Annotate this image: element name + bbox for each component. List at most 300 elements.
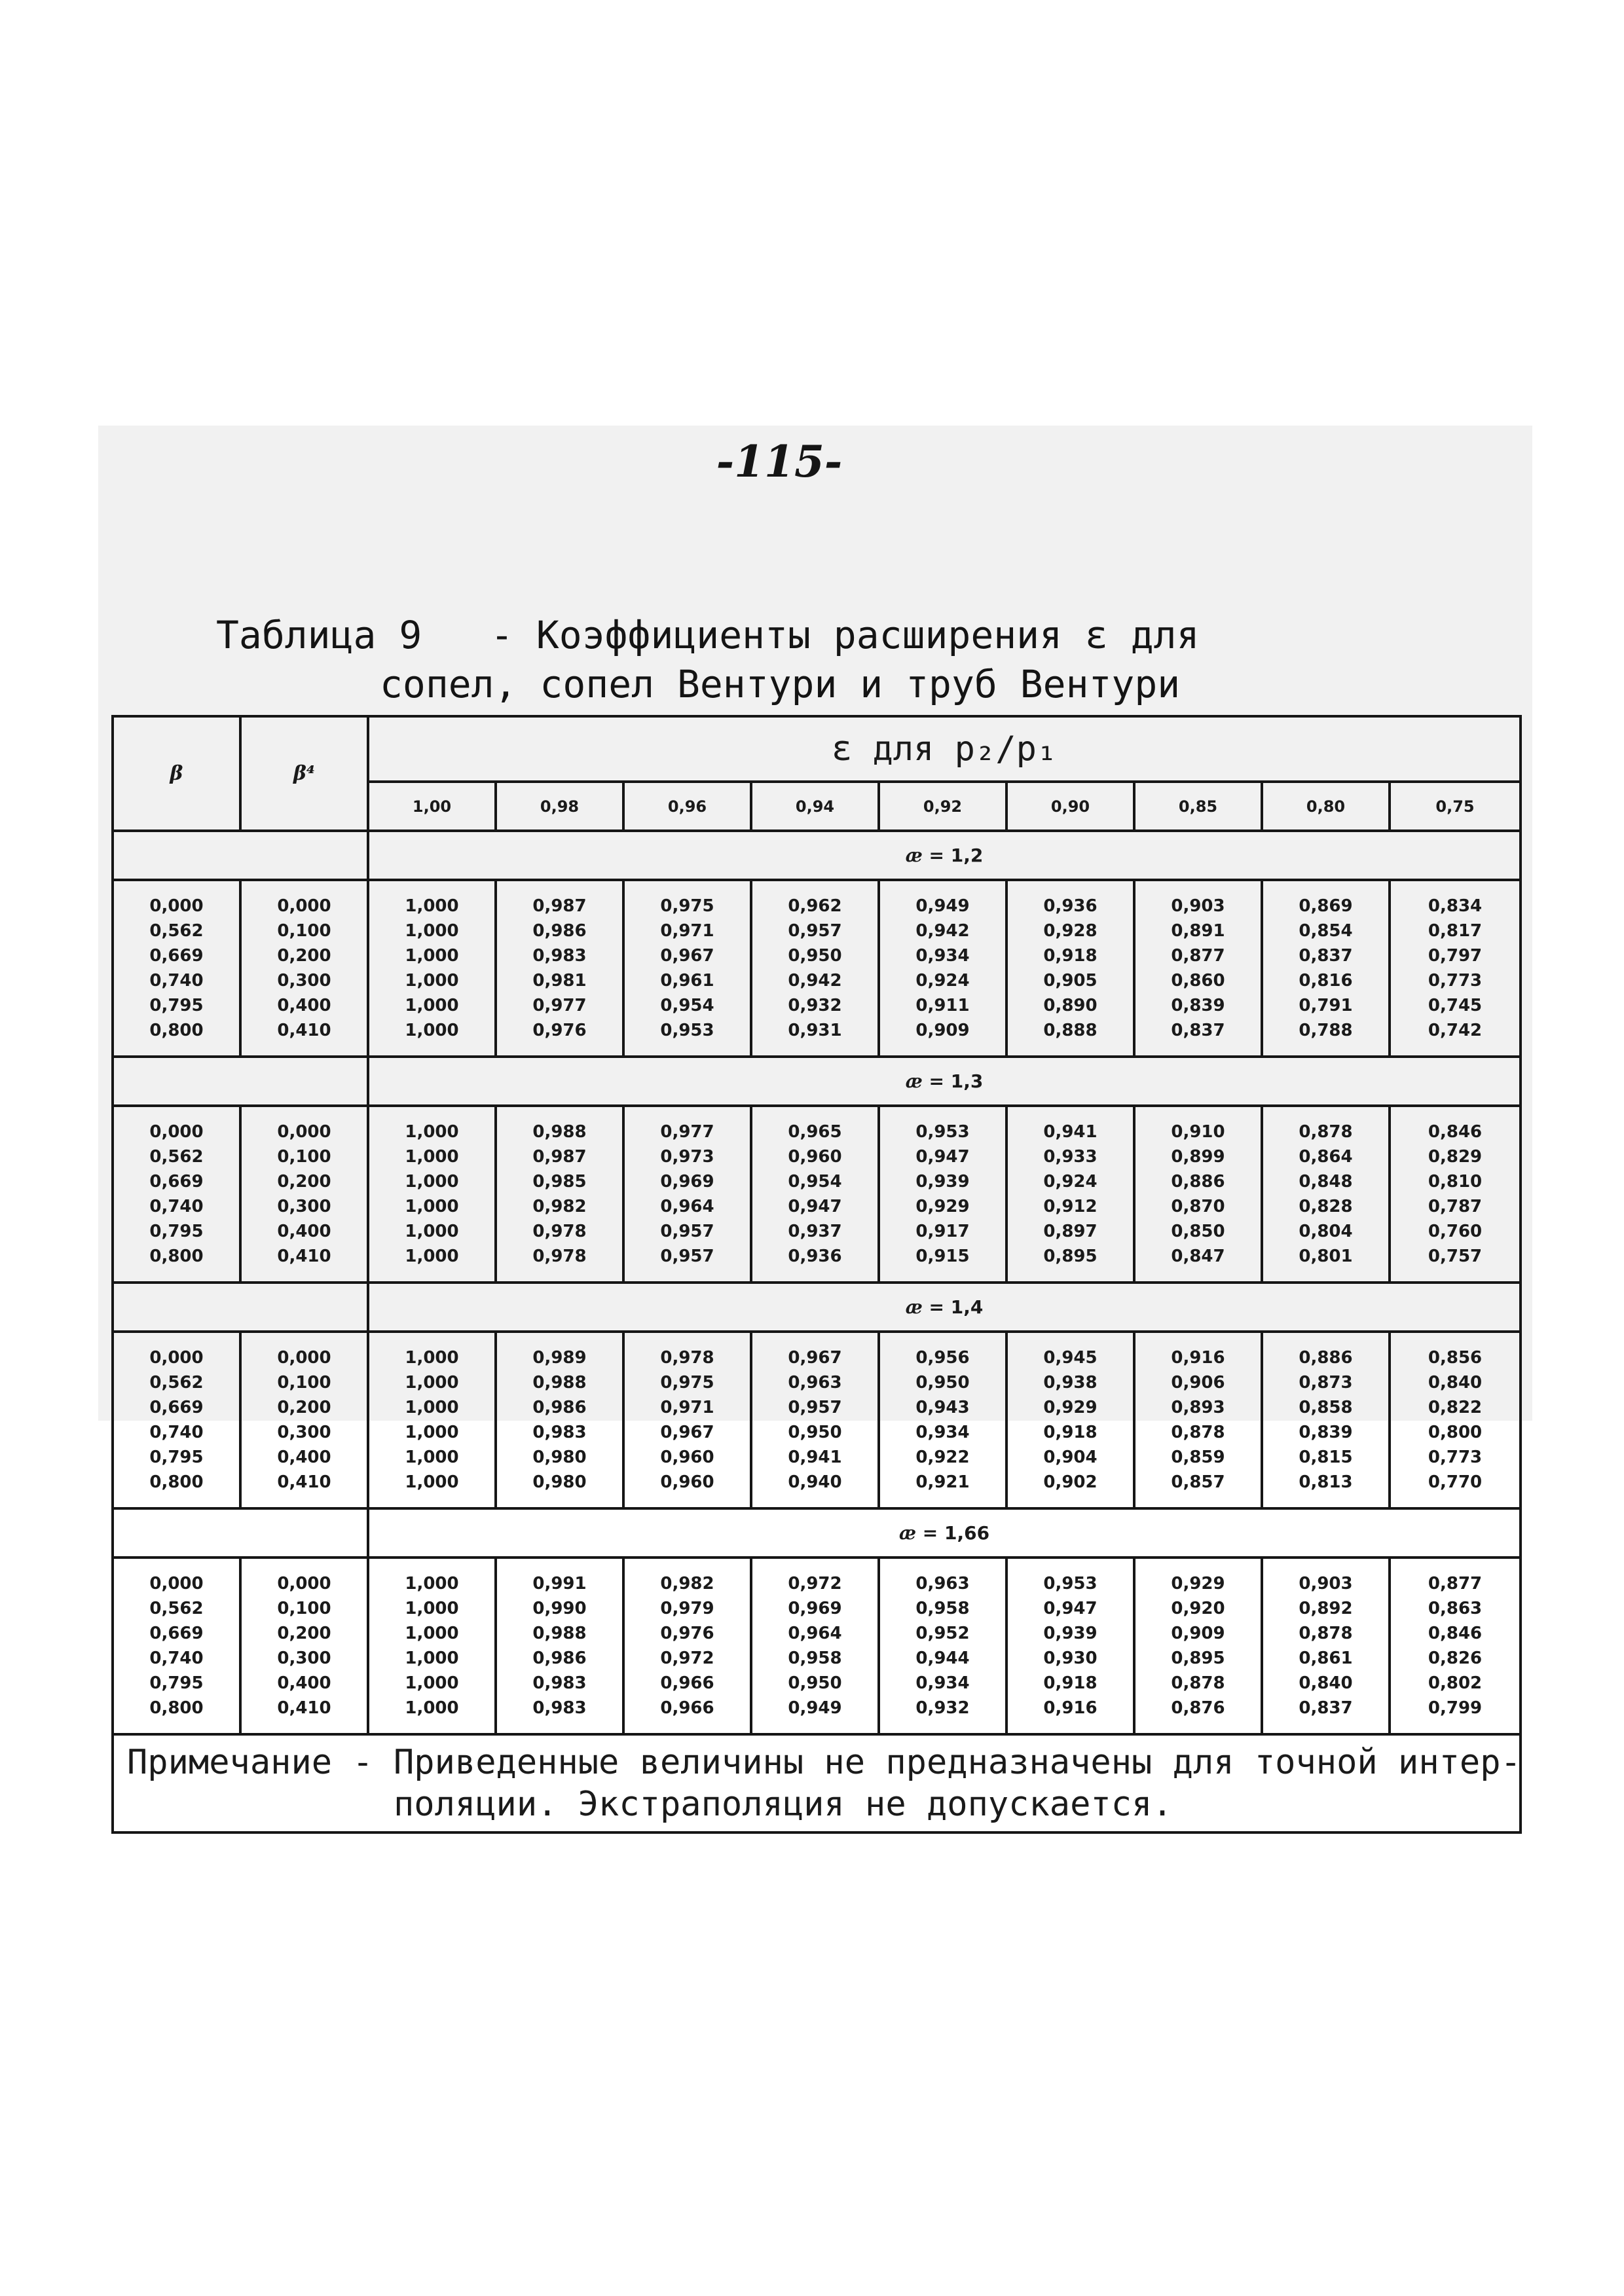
table-note-line-2: поляции. Экстраполяция не допускается. [127, 1785, 1173, 1824]
table-value: 0,669 [149, 1172, 204, 1192]
table-value: 0,000 [149, 896, 204, 916]
table-value: 1,000 [405, 1147, 459, 1167]
table-value: 0,839 [1171, 996, 1225, 1015]
table-value: 0,947 [915, 1147, 970, 1167]
kappa-group-label [368, 1508, 1521, 1558]
table-value: 0,976 [532, 1021, 587, 1040]
table-value: 0,976 [660, 1624, 714, 1643]
table-value: 0,967 [660, 946, 714, 966]
epsilon-pressure-ratio-header: ε для p₂/p₁ [368, 716, 1521, 782]
table-value: 0,903 [1171, 896, 1225, 916]
table-value: 0,929 [915, 1197, 970, 1216]
table-value: 0,958 [915, 1599, 970, 1618]
table-value: 0,773 [1428, 1448, 1483, 1467]
table-value: 0,300 [277, 1649, 331, 1668]
epsilon-values-cell [1134, 1332, 1262, 1508]
table-value: 0,810 [1428, 1172, 1483, 1192]
epsilon-values-cell [368, 880, 496, 1057]
table-value: 0,988 [532, 1122, 587, 1142]
table-value: 0,300 [277, 971, 331, 991]
table-value: 0,933 [1043, 1147, 1098, 1167]
table-value: 0,977 [660, 1122, 714, 1142]
table-value: 0,897 [1043, 1222, 1098, 1241]
beta4-values-cell [240, 1332, 368, 1508]
epsilon-values-cell [623, 1106, 751, 1283]
beta4-values-cell [240, 1106, 368, 1283]
table-value: 0,921 [915, 1472, 970, 1492]
group-blank-cell [113, 1508, 368, 1558]
table-value: 0,950 [915, 1373, 970, 1393]
epsilon-values-cell [623, 1332, 751, 1508]
table-value: 0,400 [277, 996, 331, 1015]
table-value: 0,915 [915, 1247, 970, 1266]
table-value: 0,200 [277, 946, 331, 966]
table-value: 0,918 [1043, 1673, 1098, 1693]
table-value: 0,857 [1171, 1472, 1225, 1492]
table-value: 0,669 [149, 1398, 204, 1417]
table-value: 0,980 [532, 1448, 587, 1467]
table-value: 0,972 [788, 1574, 842, 1594]
epsilon-values-cell [879, 1558, 1006, 1734]
table-value: 0,873 [1299, 1373, 1353, 1393]
table-value: 1,000 [405, 1373, 459, 1393]
table-value: 0,840 [1299, 1673, 1353, 1693]
table-note [113, 1734, 1521, 1832]
table-value: 0,888 [1043, 1021, 1098, 1040]
table-value: 0,740 [149, 1649, 204, 1668]
table-value: 0,742 [1428, 1021, 1483, 1040]
epsilon-values-cell [1390, 1332, 1521, 1508]
kappa-group-label [368, 1283, 1521, 1332]
table-value: 0,910 [1171, 1122, 1225, 1142]
beta-values-cell [113, 1332, 240, 1508]
pressure-ratio-column-header: 1,00 [368, 782, 496, 831]
table-value: 0,954 [660, 996, 714, 1015]
table-value: 0,939 [915, 1172, 970, 1192]
table-value: 0,960 [660, 1472, 714, 1492]
table-value: 0,947 [788, 1197, 842, 1216]
beta-values-cell [113, 880, 240, 1057]
table-value: 0,410 [277, 1021, 331, 1040]
table-value: 0,760 [1428, 1222, 1483, 1241]
table-value: 0,770 [1428, 1472, 1483, 1492]
table-value: 0,967 [788, 1348, 842, 1368]
table-value: 0,909 [915, 1021, 970, 1040]
table-value: 0,944 [915, 1649, 970, 1668]
table-value: 0,791 [1299, 996, 1353, 1015]
table-value: 0,300 [277, 1423, 331, 1442]
table-value: 0,943 [915, 1398, 970, 1417]
table-value: 0,905 [1043, 971, 1098, 991]
table-value: 0,797 [1428, 946, 1483, 966]
table-value: 0,983 [532, 1698, 587, 1718]
table-value: 0,988 [532, 1373, 587, 1393]
table-value: 0,932 [788, 996, 842, 1015]
table-value: 0,934 [915, 946, 970, 966]
table-value: 0,100 [277, 1599, 331, 1618]
table-value: 0,740 [149, 1423, 204, 1442]
table-value: 0,745 [1428, 996, 1483, 1015]
table-value: 0,804 [1299, 1222, 1353, 1241]
table-value: 0,961 [660, 971, 714, 991]
table-value: 0,965 [788, 1122, 842, 1142]
table-value: 0,986 [532, 1398, 587, 1417]
pressure-ratio-column-header: 0,80 [1262, 782, 1390, 831]
table-value: 0,975 [660, 1373, 714, 1393]
table-value: 0,945 [1043, 1348, 1098, 1368]
group-blank-cell [113, 1283, 368, 1332]
table-value: 0,964 [660, 1197, 714, 1216]
table-value: 0,966 [660, 1698, 714, 1718]
table-value: 0,870 [1171, 1197, 1225, 1216]
table-value: 0,562 [149, 1147, 204, 1167]
table-value: 0,816 [1299, 971, 1353, 991]
pressure-ratio-column-header: 0,94 [751, 782, 879, 831]
table-value: 0,787 [1428, 1197, 1483, 1216]
table-value: 0,891 [1171, 921, 1225, 941]
epsilon-values-cell [1390, 880, 1521, 1057]
table-value: 0,978 [532, 1247, 587, 1266]
table-value: 0,936 [788, 1247, 842, 1266]
table-value: 0,991 [532, 1574, 587, 1594]
table-value: 0,000 [277, 1348, 331, 1368]
table-value: 0,937 [788, 1222, 842, 1241]
table-value: 0,740 [149, 1197, 204, 1216]
table-value: 0,100 [277, 921, 331, 941]
table-value: 0,886 [1171, 1172, 1225, 1192]
table-value: 1,000 [405, 1423, 459, 1442]
table-value: 0,980 [532, 1472, 587, 1492]
table-value: 0,918 [1043, 1423, 1098, 1442]
table-value: 1,000 [405, 896, 459, 916]
table-value: 1,000 [405, 1599, 459, 1618]
beta4-values-cell [240, 1558, 368, 1734]
table-value: 0,861 [1299, 1649, 1353, 1668]
table-value: 1,000 [405, 1574, 459, 1594]
table-value: 0,903 [1299, 1574, 1353, 1594]
table-value: 0,958 [788, 1649, 842, 1668]
table-value: 1,000 [405, 1122, 459, 1142]
table-value: 0,860 [1171, 971, 1225, 991]
epsilon-values-cell [751, 1332, 879, 1508]
table-value: 0,950 [788, 1423, 842, 1442]
table-value: 0,813 [1299, 1472, 1353, 1492]
table-value: 0,986 [532, 1649, 587, 1668]
table-value: 0,828 [1299, 1197, 1353, 1216]
epsilon-values-cell [1134, 1558, 1262, 1734]
epsilon-values-cell [496, 1106, 623, 1283]
table-value: 0,941 [1043, 1122, 1098, 1142]
epsilon-values-cell [1134, 880, 1262, 1057]
table-value: 0,957 [788, 1398, 842, 1417]
pressure-ratio-column-header: 0,96 [623, 782, 751, 831]
table-caption-line-1: Таблица 9 - Коэффициенты расширения ε для [216, 613, 1200, 657]
table-value: 0,940 [788, 1472, 842, 1492]
table-value: 0,858 [1299, 1398, 1353, 1417]
table-value: 1,000 [405, 996, 459, 1015]
epsilon-values-cell [1390, 1106, 1521, 1283]
table-value: 0,949 [788, 1698, 842, 1718]
table-value: 0,963 [788, 1373, 842, 1393]
table-value: 0,952 [915, 1624, 970, 1643]
table-value: 0,795 [149, 1222, 204, 1241]
table-value: 0,969 [660, 1172, 714, 1192]
table-value: 0,864 [1299, 1147, 1353, 1167]
pressure-ratio-column-header: 0,75 [1390, 782, 1521, 831]
table-value: 0,890 [1043, 996, 1098, 1015]
table-value: 0,000 [277, 1122, 331, 1142]
table-value: 0,895 [1043, 1247, 1098, 1266]
epsilon-values-cell [751, 1558, 879, 1734]
table-value: 0,989 [532, 1348, 587, 1368]
table-value: 0,869 [1299, 896, 1353, 916]
table-value: 0,929 [1171, 1574, 1225, 1594]
page-number: -115- [716, 436, 843, 487]
table-value: 0,876 [1171, 1698, 1225, 1718]
pressure-ratio-column-header: 0,98 [496, 782, 623, 831]
table-value: 1,000 [405, 1348, 459, 1368]
table-value: 0,924 [1043, 1172, 1098, 1192]
table-value: 0,000 [149, 1348, 204, 1368]
table-value: 0,000 [277, 1574, 331, 1594]
table-value: 0,562 [149, 921, 204, 941]
epsilon-values-cell [879, 880, 1006, 1057]
group-blank-cell [113, 1057, 368, 1106]
table-value: 0,931 [788, 1021, 842, 1040]
table-value: 1,000 [405, 1448, 459, 1467]
table-value: 0,960 [660, 1448, 714, 1467]
table-value: 0,957 [660, 1247, 714, 1266]
beta-values-cell [113, 1558, 240, 1734]
epsilon-values-cell [1262, 1332, 1390, 1508]
table-value: 1,000 [405, 1172, 459, 1192]
epsilon-values-cell [368, 1558, 496, 1734]
table-value: 0,912 [1043, 1197, 1098, 1216]
table-value: 0,967 [660, 1423, 714, 1442]
table-value: 0,983 [532, 1423, 587, 1442]
table-value: 0,964 [788, 1624, 842, 1643]
table-value: 0,917 [915, 1222, 970, 1241]
table-value: 1,000 [405, 1472, 459, 1492]
table-value: 0,932 [915, 1698, 970, 1718]
table-value: 1,000 [405, 1673, 459, 1693]
table-value: 0,847 [1171, 1247, 1225, 1266]
table-value: 0,200 [277, 1398, 331, 1417]
table-value: 0,938 [1043, 1373, 1098, 1393]
table-value: 0,916 [1171, 1348, 1225, 1368]
table-value: 1,000 [405, 1398, 459, 1417]
table-value: 0,957 [788, 921, 842, 941]
table-value: 0,934 [915, 1673, 970, 1693]
table-value: 0,899 [1171, 1147, 1225, 1167]
table-value: 0,846 [1428, 1122, 1483, 1142]
table-value: 0,863 [1428, 1599, 1483, 1618]
table-value: 0,982 [532, 1197, 587, 1216]
table-value: 0,878 [1171, 1423, 1225, 1442]
table-value: 1,000 [405, 1624, 459, 1643]
table-value: 0,963 [915, 1574, 970, 1594]
table-value: 0,893 [1171, 1398, 1225, 1417]
group-blank-cell [113, 831, 368, 880]
table-value: 0,400 [277, 1222, 331, 1241]
table-value: 0,799 [1428, 1698, 1483, 1718]
table-value: 0,981 [532, 971, 587, 991]
table-value: 0,930 [1043, 1649, 1098, 1668]
table-value: 0,877 [1428, 1574, 1483, 1594]
epsilon-values-cell [623, 880, 751, 1057]
table-value: 0,837 [1171, 1021, 1225, 1040]
kappa-symbol: æ [898, 1522, 917, 1544]
table-value: 0,983 [532, 946, 587, 966]
table-value: 0,902 [1043, 1472, 1098, 1492]
table-value: 1,000 [405, 1222, 459, 1241]
table-value: 0,909 [1171, 1624, 1225, 1643]
kappa-value: = 1,4 [929, 1296, 984, 1318]
table-value: 0,954 [788, 1172, 842, 1192]
kappa-symbol: æ [905, 1070, 923, 1092]
table-value: 0,939 [1043, 1624, 1098, 1643]
table-value: 0,953 [1043, 1574, 1098, 1594]
table-value: 0,100 [277, 1147, 331, 1167]
table-value: 0,971 [660, 921, 714, 941]
table-value: 0,300 [277, 1197, 331, 1216]
table-value: 0,947 [1043, 1599, 1098, 1618]
table-value: 0,840 [1428, 1373, 1483, 1393]
table-value: 0,815 [1299, 1448, 1353, 1467]
table-value: 0,834 [1428, 896, 1483, 916]
beta-column-header: β [113, 716, 240, 831]
table-value: 0,988 [532, 1624, 587, 1643]
table-value: 0,837 [1299, 946, 1353, 966]
pressure-ratio-column-header: 0,90 [1006, 782, 1134, 831]
table-value: 0,922 [915, 1448, 970, 1467]
epsilon-values-cell [1006, 1332, 1134, 1508]
table-note-line-1: Примечание - Приведенные величины не предназначены для точной интер- [127, 1743, 1521, 1782]
table-value: 0,801 [1299, 1247, 1353, 1266]
table-value: 1,000 [405, 921, 459, 941]
table-value: 0,795 [149, 1673, 204, 1693]
table-value: 0,848 [1299, 1172, 1353, 1192]
table-value: 0,200 [277, 1624, 331, 1643]
table-value: 0,800 [1428, 1423, 1483, 1442]
table-value: 0,950 [788, 946, 842, 966]
epsilon-values-cell [1262, 1558, 1390, 1734]
table-value: 0,795 [149, 996, 204, 1015]
table-value: 0,962 [788, 896, 842, 916]
table-value: 0,924 [915, 971, 970, 991]
table-value: 1,000 [405, 1247, 459, 1266]
table-value: 1,000 [405, 1649, 459, 1668]
table-value: 0,972 [660, 1649, 714, 1668]
epsilon-values-cell [496, 880, 623, 1057]
table-value: 0,960 [788, 1147, 842, 1167]
epsilon-values-cell [496, 1558, 623, 1734]
table-value: 0,983 [532, 1673, 587, 1693]
epsilon-values-cell [1134, 1106, 1262, 1283]
table-value: 0,920 [1171, 1599, 1225, 1618]
epsilon-values-cell [1262, 1106, 1390, 1283]
epsilon-values-cell [1006, 1558, 1134, 1734]
table-value: 0,953 [915, 1122, 970, 1142]
table-value: 0,949 [915, 896, 970, 916]
epsilon-values-cell [1006, 880, 1134, 1057]
table-value: 0,802 [1428, 1673, 1483, 1693]
table-value: 1,000 [405, 946, 459, 966]
table-value: 0,400 [277, 1448, 331, 1467]
table-value: 0,936 [1043, 896, 1098, 916]
table-value: 0,969 [788, 1599, 842, 1618]
table-value: 0,000 [149, 1122, 204, 1142]
kappa-group-label [368, 1057, 1521, 1106]
table-value: 0,562 [149, 1373, 204, 1393]
table-value: 0,878 [1171, 1673, 1225, 1693]
epsilon-values-cell [1390, 1558, 1521, 1734]
table-value: 0,906 [1171, 1373, 1225, 1393]
epsilon-values-cell [368, 1106, 496, 1283]
table-value: 0,934 [915, 1423, 970, 1442]
kappa-symbol: æ [905, 1296, 923, 1318]
table-value: 1,000 [405, 1698, 459, 1718]
epsilon-values-cell [496, 1332, 623, 1508]
table-value: 0,904 [1043, 1448, 1098, 1467]
table-value: 0,878 [1299, 1624, 1353, 1643]
table-value: 0,892 [1299, 1599, 1353, 1618]
table-value: 0,822 [1428, 1398, 1483, 1417]
table-value: 0,942 [788, 971, 842, 991]
table-value: 0,956 [915, 1348, 970, 1368]
table-value: 0,990 [532, 1599, 587, 1618]
table-value: 0,950 [788, 1673, 842, 1693]
beta4-column-header: β⁴ [240, 716, 368, 831]
table-value: 0,829 [1428, 1147, 1483, 1167]
beta4-values-cell [240, 880, 368, 1057]
epsilon-values-cell [1262, 880, 1390, 1057]
table-value: 0,986 [532, 921, 587, 941]
epsilon-values-cell [751, 1106, 879, 1283]
table-value: 0,800 [149, 1698, 204, 1718]
epsilon-values-cell [751, 880, 879, 1057]
table-value: 0,977 [532, 996, 587, 1015]
table-value: 0,978 [532, 1222, 587, 1241]
table-value: 0,918 [1043, 946, 1098, 966]
table-value: 1,000 [405, 971, 459, 991]
table-value: 0,929 [1043, 1398, 1098, 1417]
table-value: 0,979 [660, 1599, 714, 1618]
pressure-ratio-column-header: 0,85 [1134, 782, 1262, 831]
table-value: 0,788 [1299, 1021, 1353, 1040]
table-value: 0,975 [660, 896, 714, 916]
table-value: 0,826 [1428, 1649, 1483, 1668]
table-value: 0,669 [149, 1624, 204, 1643]
table-value: 0,942 [915, 921, 970, 941]
table-value: 0,978 [660, 1348, 714, 1368]
table-value: 0,859 [1171, 1448, 1225, 1467]
table-value: 0,941 [788, 1448, 842, 1467]
table-value: 0,916 [1043, 1698, 1098, 1718]
table-value: 0,410 [277, 1698, 331, 1718]
epsilon-values-cell [368, 1332, 496, 1508]
table-value: 0,669 [149, 946, 204, 966]
table-value: 0,817 [1428, 921, 1483, 941]
table-value: 0,562 [149, 1599, 204, 1618]
table-value: 0,000 [277, 896, 331, 916]
table-value: 0,773 [1428, 971, 1483, 991]
table-value: 0,000 [149, 1574, 204, 1594]
table-value: 0,839 [1299, 1423, 1353, 1442]
epsilon-values-cell [1006, 1106, 1134, 1283]
table-value: 0,846 [1428, 1624, 1483, 1643]
table-value: 0,928 [1043, 921, 1098, 941]
